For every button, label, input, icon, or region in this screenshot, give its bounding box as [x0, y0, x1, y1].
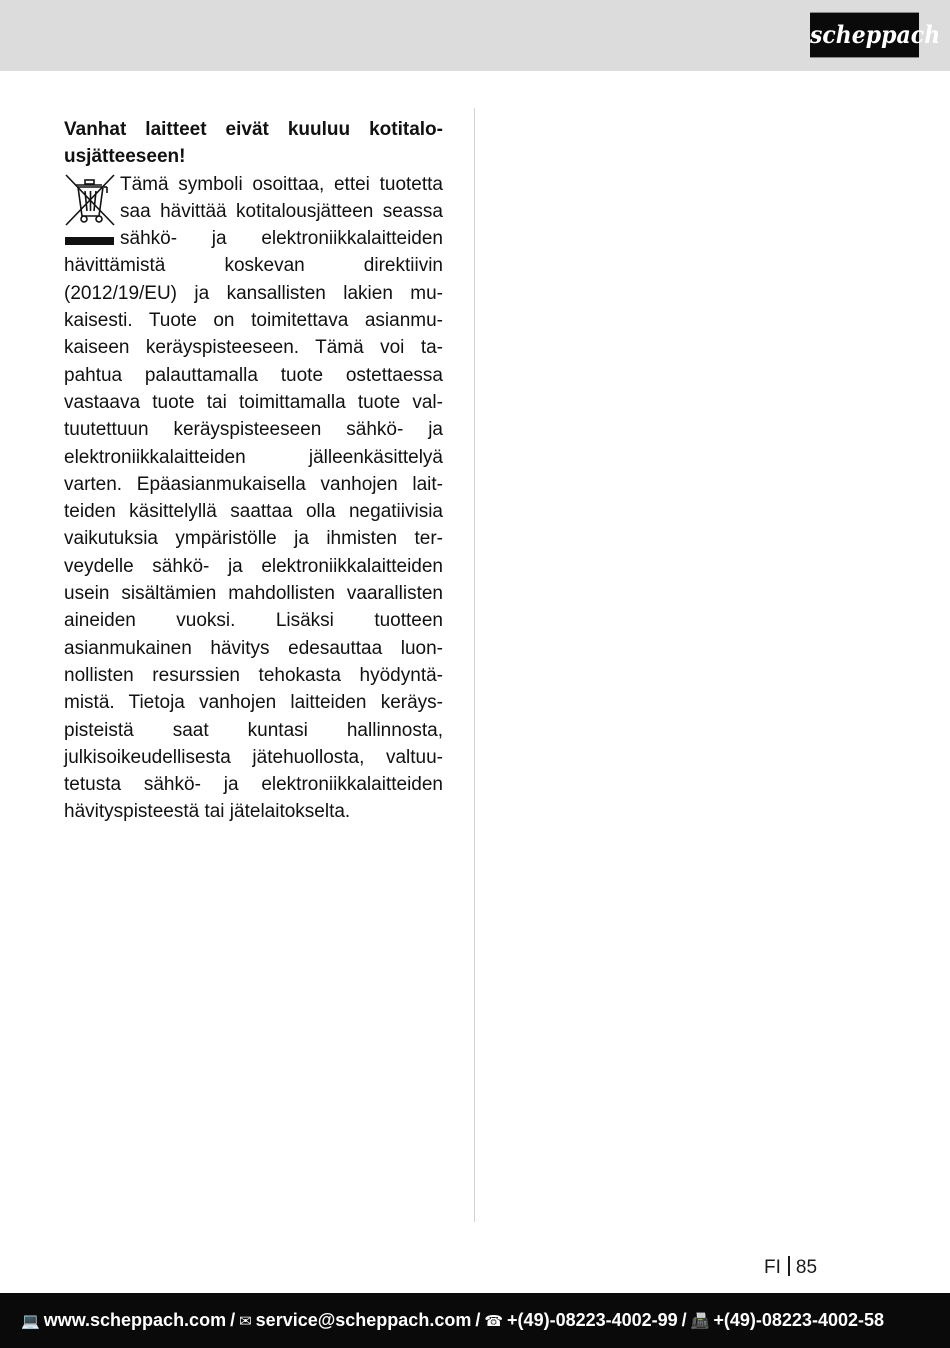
telephone-icon: ☎	[484, 1312, 504, 1330]
header-bar	[0, 0, 950, 71]
computer-icon: 💻	[21, 1312, 40, 1330]
section-heading: Vanhat laitteet eivät kuuluu kotitalousjätteeseen!	[64, 119, 443, 168]
contact-bar	[0, 1293, 950, 1348]
section-body-text: Tämä symboli osoittaa, ettei tuotetta saa hävittää kotitalousjätteen seassa sähkö- ja elektroniikkalaitteiden hävittämistä koskevan direktiivin (2012/19/EU) ja kansallisten lakien mukaisesti. Tuote on toimitettava asianmukaiseen keräyspisteeseen. Tämä voi tapahtua palauttamalla tuote ostettaessa vastaava tuote tai toimittamalla tuote valtuutettuun keräyspisteeseen sähkö- ja elektroniikkalaitteiden jälleenkäsittelyä varten. Epäasianmukaisella vanhojen laitteiden käsittelyllä saattaa olla negatiivisia vaikutuksia ympäristölle ja ihmisten terveydelle sähkö- ja elektroniikkalaitteiden usein sisältämien mahdollisten vaarallisten aineiden vuoksi. Lisäksi tuotteen asianmukainen hävitys edesauttaa luonnollisten resurssien tehokasta hyödyntämistä. Tietoja vanhojen laitteiden keräyspisteistä saat kuntasi hallinnosta, julkisoikeudellisesta jätehuollosta, valtuutetusta sähkö- ja elektroniikkalaitteiden hävityspisteestä tai jätelaitokselta.	[64, 173, 443, 823]
language-code: FI	[764, 1257, 781, 1278]
section-body	[64, 171, 443, 826]
disposal-section	[64, 116, 443, 826]
email-link[interactable]: service@scheppach.com	[255, 1310, 472, 1330]
phone-number[interactable]: +(49)-08223-4002-99	[507, 1310, 678, 1330]
fax-number: +(49)-08223-4002-58	[713, 1310, 884, 1330]
page-separator	[788, 1256, 790, 1276]
contact-separator: /	[230, 1310, 236, 1330]
column-divider	[474, 108, 475, 1222]
page-number	[764, 1256, 817, 1280]
contact-bar-content	[21, 1293, 884, 1348]
contact-separator: /	[681, 1310, 687, 1330]
contact-separator: /	[475, 1310, 481, 1330]
envelope-icon: ✉	[239, 1312, 252, 1330]
fax-icon: 📠	[690, 1312, 710, 1330]
page-index: 85	[795, 1257, 818, 1278]
brand-logo: scheppach	[810, 13, 919, 58]
website-link[interactable]: www.scheppach.com	[43, 1310, 227, 1330]
crossed-out-wheelie-bin-icon	[64, 173, 116, 247]
